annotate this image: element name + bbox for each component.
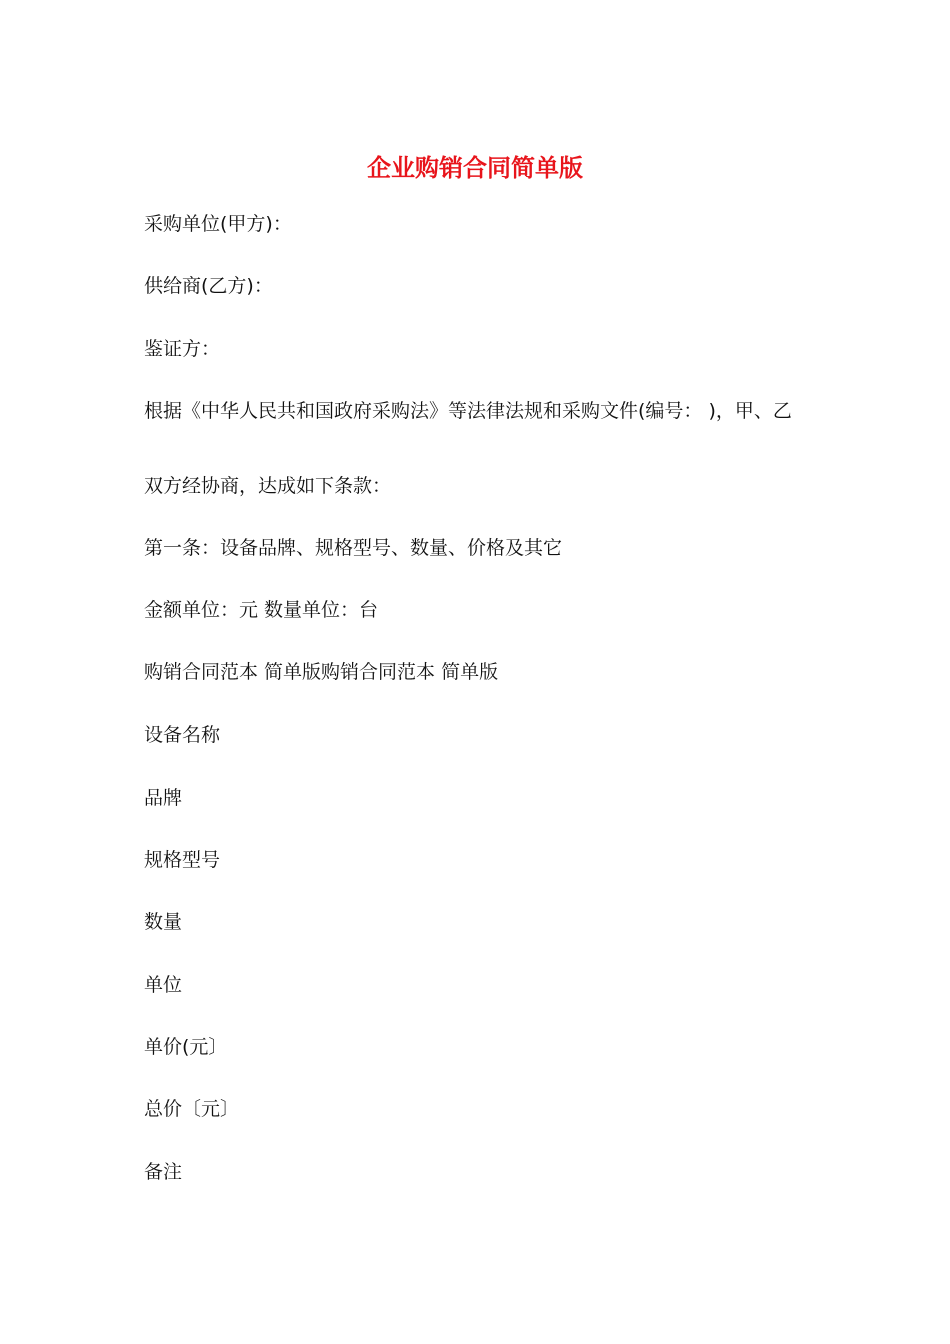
field-remarks: 备注 [144, 1161, 183, 1183]
preamble-line-2: 双方经协商，达成如下条款： [144, 475, 392, 497]
field-unit: 单位 [144, 974, 183, 996]
document-title: 企业购销合同简单版 [367, 153, 583, 182]
field-total-price: 总价〔元〕 [144, 1098, 240, 1120]
units-line: 金额单位：元 数量单位：台 [144, 599, 379, 621]
purchaser-label: 采购单位(甲方)： [144, 213, 292, 235]
witness-label: 鉴证方： [144, 338, 221, 360]
article-one-heading: 第一条：设备品牌、规格型号、数量、价格及其它 [144, 537, 563, 559]
field-quantity: 数量 [144, 911, 183, 933]
field-unit-price: 单价(元〕 [144, 1036, 228, 1058]
field-equipment-name: 设备名称 [144, 724, 221, 746]
field-brand: 品牌 [144, 787, 183, 809]
template-note: 购销合同范本 简单版购销合同范本 简单版 [144, 661, 499, 683]
preamble-line-1: 根据《中华人民共和国政府采购法》等法律法规和采购文件(编号： )，甲、乙 [144, 400, 792, 422]
field-model: 规格型号 [144, 849, 221, 871]
supplier-label: 供给商(乙方)： [144, 275, 273, 297]
